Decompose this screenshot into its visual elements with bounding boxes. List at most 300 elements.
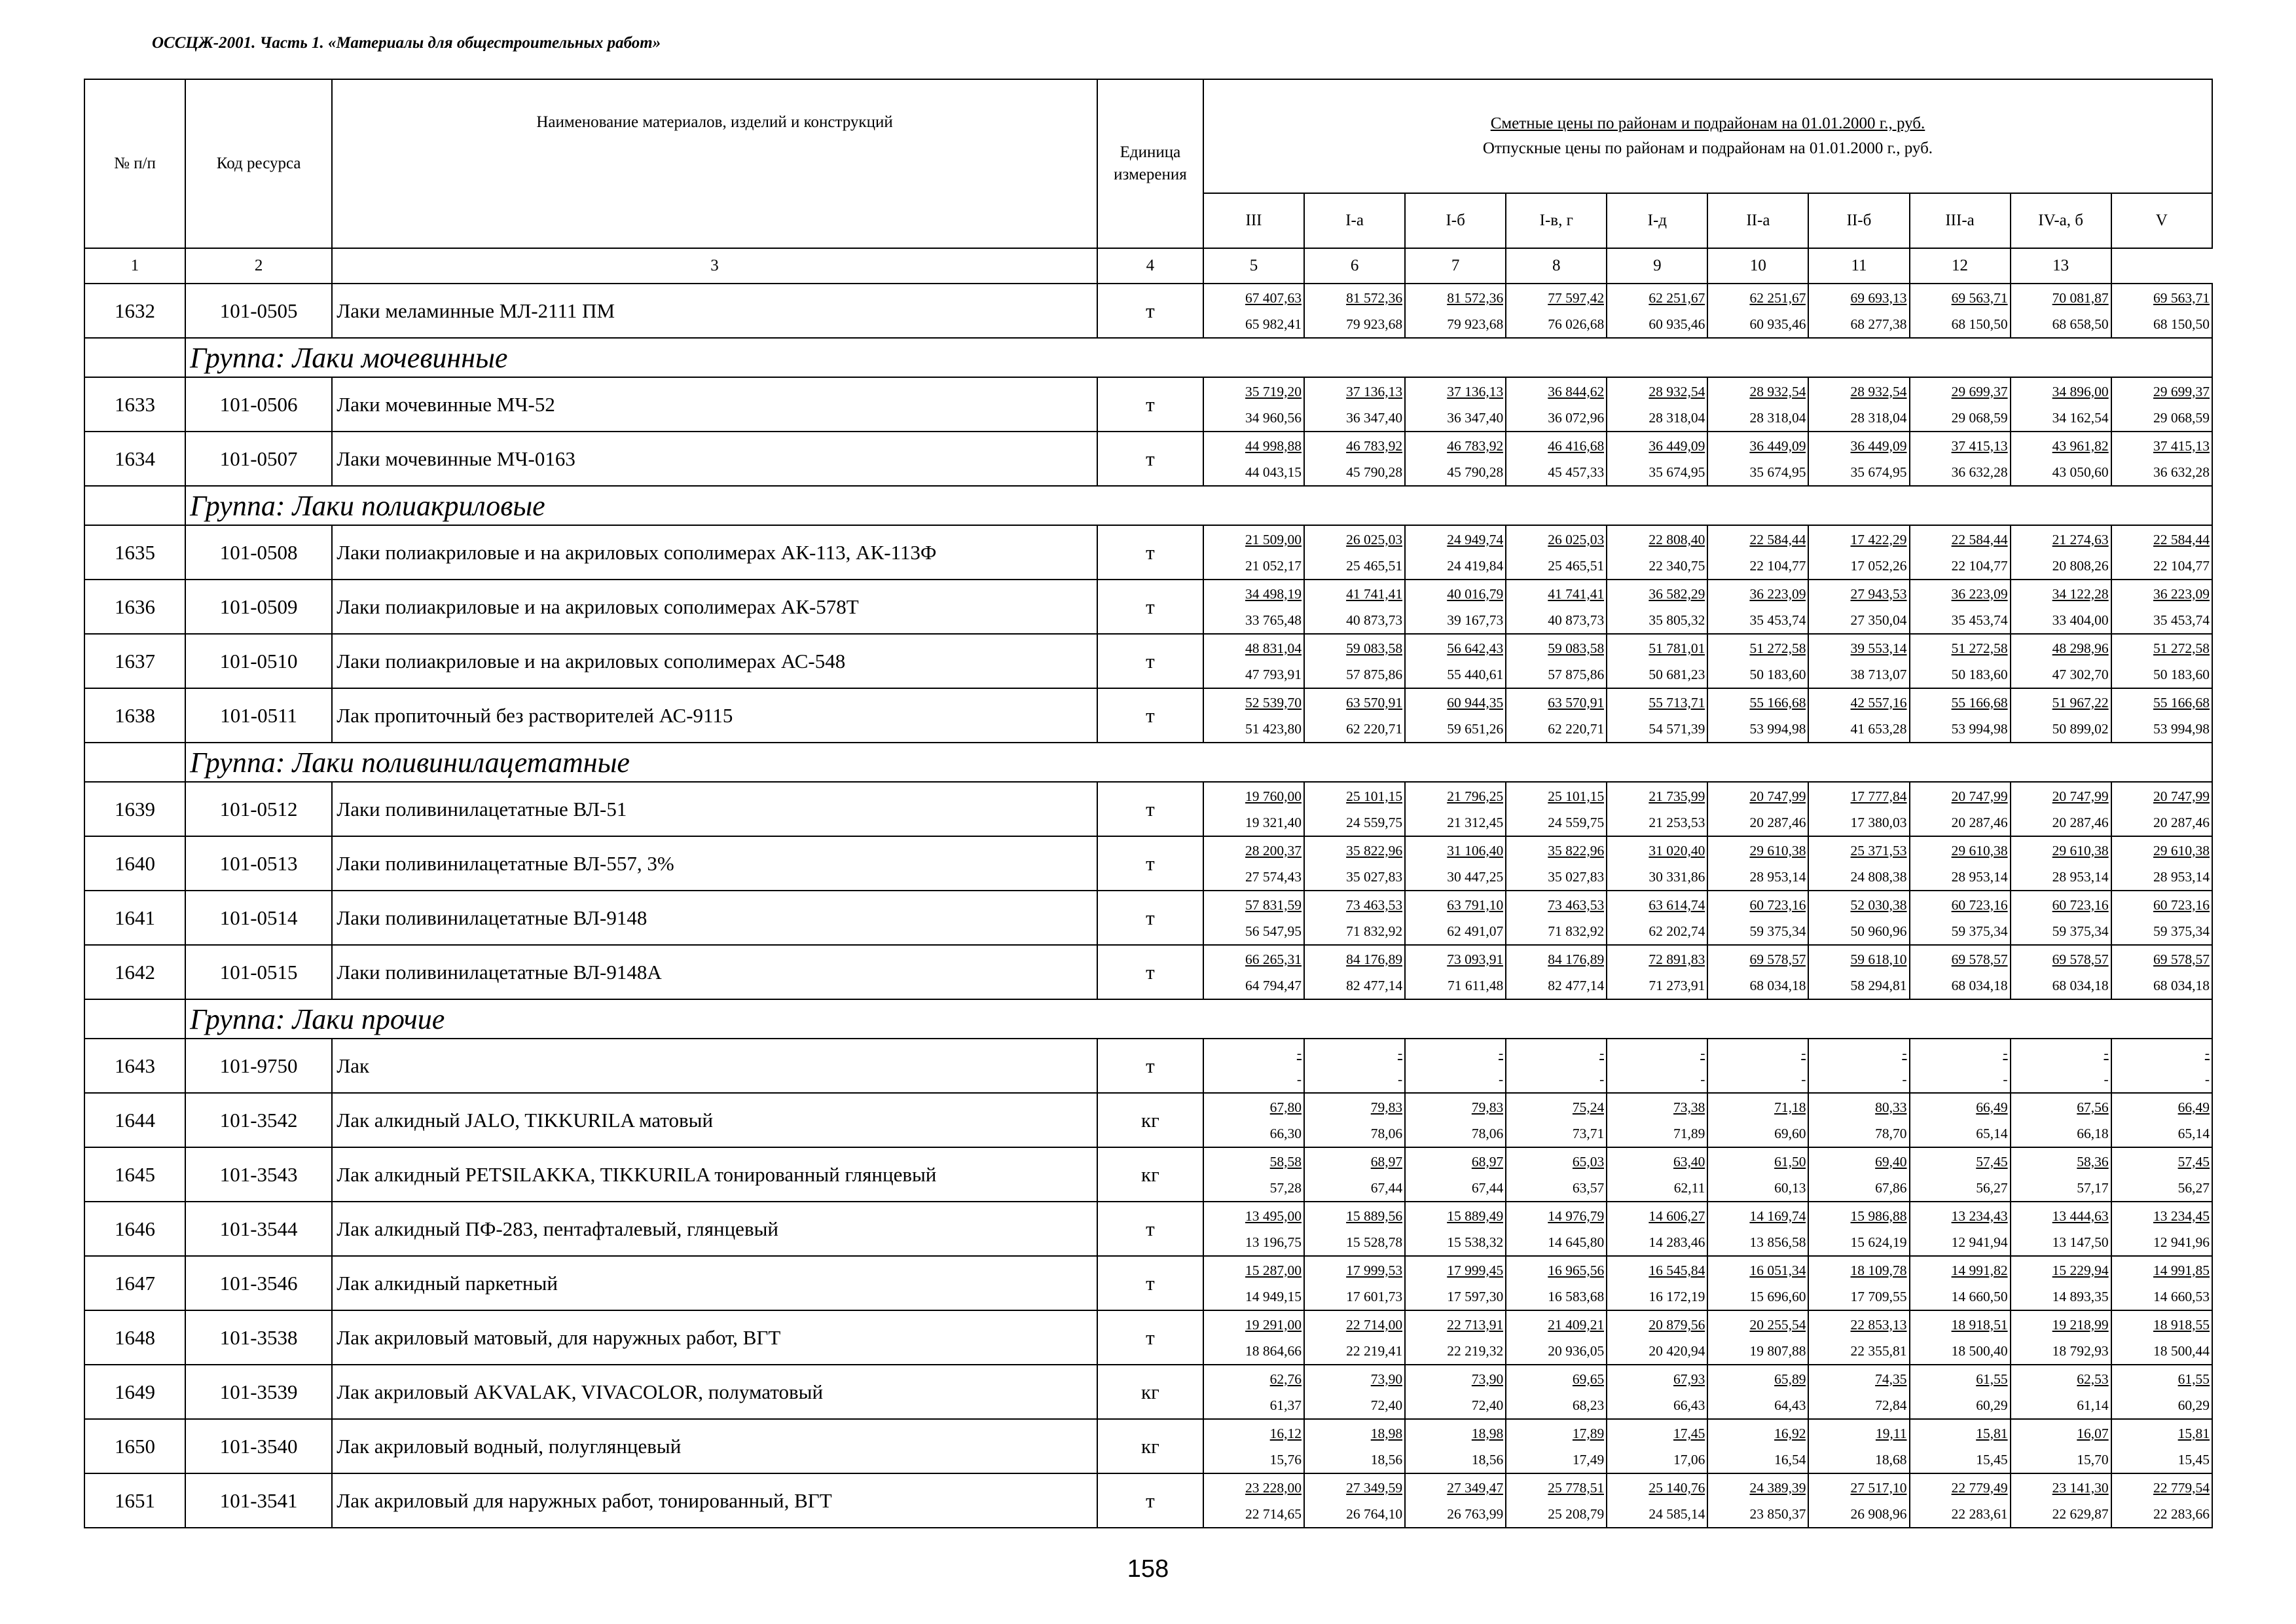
price-cell [1405, 688, 1506, 743]
table-row [84, 1039, 2212, 1093]
estimated-price: 60 723,16 [1749, 896, 1806, 913]
row-number: 1633 [84, 377, 185, 432]
estimated-price: - [1397, 1044, 1403, 1061]
estimated-price: 62,76 [1269, 1371, 1302, 1387]
row-number: 1644 [84, 1093, 185, 1147]
estimated-price: - [1700, 1044, 1705, 1061]
release-price: 35 453,74 [1951, 612, 2008, 628]
price-cell [1808, 377, 1909, 432]
release-price: 71 832,92 [1346, 923, 1403, 939]
price-cell [1808, 836, 1909, 891]
price-cell [1910, 1202, 2011, 1256]
estimated-price: 79,83 [1370, 1099, 1403, 1115]
price-cell [1405, 377, 1506, 432]
price-cell [1607, 1093, 1707, 1147]
estimated-price: 23 141,30 [2052, 1479, 2109, 1496]
estimated-price: 73 093,91 [1447, 951, 1504, 967]
estimated-price: 61,55 [2178, 1371, 2210, 1387]
estimated-price: 36 582,29 [1649, 585, 1705, 602]
estimated-price: 13 234,45 [2153, 1208, 2210, 1224]
estimated-price: 28 200,37 [1245, 842, 1302, 858]
price-cell [2111, 1039, 2212, 1093]
estimated-price: 73 463,53 [1346, 896, 1403, 913]
price-cell [1506, 891, 1607, 945]
release-price: 65 982,41 [1245, 316, 1302, 332]
estimated-price: 14 976,79 [1548, 1208, 1605, 1224]
price-cell [1203, 432, 1304, 486]
price-cell [1304, 945, 1405, 999]
row-number: 1643 [84, 1039, 185, 1093]
estimated-price: 16,92 [1774, 1425, 1806, 1441]
region-header: III-а [1910, 193, 2011, 248]
release-price: 25 465,51 [1346, 557, 1403, 574]
price-cell [1304, 1310, 1405, 1365]
estimated-price: 16,07 [2077, 1425, 2109, 1441]
estimated-price: 68,97 [1370, 1153, 1403, 1170]
estimated-price: 15 986,88 [1850, 1208, 1907, 1224]
price-cell [1203, 945, 1304, 999]
material-name: Лак алкидный ПФ-283, пентафталевый, глянцевый [332, 1202, 1097, 1256]
release-price: 50 183,60 [1951, 666, 2008, 682]
price-cell [2111, 1310, 2212, 1365]
row-number: 1651 [84, 1473, 185, 1528]
estimated-price: 20 747,99 [1951, 788, 2008, 804]
price-cell [2111, 782, 2212, 836]
material-name: Лаки поливинилацетатные ВЛ-9148А [332, 945, 1097, 999]
estimated-price: 43 961,82 [2052, 437, 2109, 454]
material-name: Лак [332, 1039, 1097, 1093]
release-price: 60 935,46 [1749, 316, 1806, 332]
release-price: 13 147,50 [2052, 1234, 2109, 1250]
row-number: 1634 [84, 432, 185, 486]
estimated-price: 29 610,38 [1951, 842, 2008, 858]
price-cell [1203, 1365, 1304, 1419]
estimated-price: 37 136,13 [1346, 383, 1403, 399]
unit-of-measure: т [1097, 688, 1203, 743]
release-price: 14 949,15 [1245, 1288, 1302, 1304]
price-cell [1808, 1256, 1909, 1310]
release-price: 63,57 [1572, 1179, 1605, 1196]
price-cell [1707, 1473, 1808, 1528]
price-cell [1506, 1256, 1607, 1310]
estimated-price: - [2204, 1044, 2210, 1061]
estimated-price: 84 176,89 [1548, 951, 1605, 967]
table-row [84, 1093, 2212, 1147]
release-price: 22 104,77 [1951, 557, 2008, 574]
release-price: 71 611,48 [1448, 977, 1504, 993]
price-cell [2111, 1147, 2212, 1202]
release-price: 27 350,04 [1850, 612, 1907, 628]
price-cell [1607, 836, 1707, 891]
column-number: 9 [1607, 248, 1707, 284]
price-cell [1304, 377, 1405, 432]
estimated-price: 41 741,41 [1346, 585, 1403, 602]
price-cell [2011, 1419, 2111, 1473]
release-price: 29 068,59 [2153, 409, 2210, 426]
release-price: 40 873,73 [1548, 612, 1605, 628]
release-price: 47 793,91 [1245, 666, 1302, 682]
price-cell [2011, 1365, 2111, 1419]
price-cell [1405, 782, 1506, 836]
release-price: 17 380,03 [1850, 814, 1907, 830]
estimated-price: 56 642,43 [1447, 640, 1504, 656]
release-price: - [1902, 1071, 1907, 1087]
price-cell [1304, 1202, 1405, 1256]
estimated-price: 72 891,83 [1649, 951, 1705, 967]
release-price: 24 559,75 [1548, 814, 1605, 830]
estimated-price: 55 166,68 [1951, 694, 2008, 710]
release-price: 28 953,14 [2052, 868, 2109, 885]
estimated-price: 16 965,56 [1548, 1262, 1605, 1278]
unit-of-measure: т [1097, 377, 1203, 432]
price-cell [2111, 1365, 2212, 1419]
release-price: 26 763,99 [1447, 1505, 1504, 1522]
price-cell [1203, 782, 1304, 836]
release-price: 73,71 [1572, 1125, 1605, 1141]
estimated-price: 69 578,57 [2052, 951, 2109, 967]
document-header-title: ОССЦЖ-2001. Часть 1. «Материалы для общестроительных работ» [152, 34, 661, 52]
release-price: 12 941,94 [1951, 1234, 2008, 1250]
resource-code: 101-3544 [185, 1202, 332, 1256]
price-cell [1707, 284, 1808, 338]
release-price: 25 208,79 [1548, 1505, 1605, 1522]
estimated-price: 69 693,13 [1850, 289, 1907, 306]
estimated-price: 17 999,45 [1447, 1262, 1504, 1278]
price-cell [1707, 1202, 1808, 1256]
price-cell [1506, 284, 1607, 338]
price-cell [1808, 1202, 1909, 1256]
price-cell [1203, 688, 1304, 743]
release-price: - [1397, 1071, 1403, 1087]
release-price: 61,37 [1269, 1397, 1302, 1413]
estimated-price: 57,45 [1976, 1153, 2008, 1170]
estimated-price: 59 083,58 [1346, 640, 1403, 656]
price-cell [1405, 284, 1506, 338]
resource-code: 101-0512 [185, 782, 332, 836]
estimated-price: 20 747,99 [1749, 788, 1806, 804]
release-price: 35 674,95 [1649, 464, 1705, 480]
price-cell [1910, 891, 2011, 945]
release-price: 18 864,66 [1245, 1342, 1302, 1359]
estimated-price: 67,80 [1269, 1099, 1302, 1115]
release-price: 21 052,17 [1245, 557, 1302, 574]
price-cell [1203, 1039, 1304, 1093]
release-price: 53 994,98 [2153, 720, 2210, 737]
estimated-price: 74,35 [1875, 1371, 1907, 1387]
release-price: 45 457,33 [1548, 464, 1605, 480]
release-price: 18,56 [1370, 1451, 1403, 1467]
estimated-price: 69 578,57 [2153, 951, 2210, 967]
release-price: 79 923,68 [1346, 316, 1403, 332]
column-number: 3 [332, 248, 1097, 284]
material-name: Лаки полиакриловые и на акриловых сополимерах АК-113, АК-113Ф [332, 525, 1097, 580]
release-price: 21 312,45 [1447, 814, 1504, 830]
estimated-price: 21 735,99 [1649, 788, 1705, 804]
estimated-price: 26 025,03 [1548, 531, 1605, 547]
release-price: 18 792,93 [2052, 1342, 2109, 1359]
price-group-header [1203, 79, 2212, 193]
resource-code: 101-3546 [185, 1256, 332, 1310]
group-spacer [84, 743, 185, 782]
estimated-price: 19 760,00 [1245, 788, 1302, 804]
estimated-price: 27 349,47 [1447, 1479, 1504, 1496]
price-cell [1910, 634, 2011, 688]
release-price: 82 477,14 [1346, 977, 1403, 993]
estimated-price: 62 251,67 [1749, 289, 1806, 306]
estimated-price: 18 918,51 [1951, 1316, 2008, 1333]
price-cell [1405, 1256, 1506, 1310]
estimated-price: 65,89 [1774, 1371, 1806, 1387]
estimated-price: 29 610,38 [2052, 842, 2109, 858]
estimated-price: 51 272,58 [1951, 640, 2008, 656]
estimated-price: 46 783,92 [1447, 437, 1504, 454]
unit-of-measure: т [1097, 1256, 1203, 1310]
release-price: 62 491,07 [1447, 923, 1504, 939]
estimated-price-header: Сметные цены по районам и подрайонам на 01.01.2000 г., руб. [1490, 115, 1925, 132]
price-cell [1304, 1473, 1405, 1528]
release-price: 60 935,46 [1649, 316, 1705, 332]
row-number: 1632 [84, 284, 185, 338]
estimated-price: 20 747,99 [2052, 788, 2109, 804]
group-spacer [84, 338, 185, 377]
release-price: 38 713,07 [1850, 666, 1907, 682]
table-row [84, 1202, 2212, 1256]
estimated-price: 75,24 [1572, 1099, 1605, 1115]
release-price: 57 875,86 [1346, 666, 1403, 682]
estimated-price: 25 778,51 [1548, 1479, 1605, 1496]
price-cell [1910, 1039, 2011, 1093]
estimated-price: 73,38 [1673, 1099, 1705, 1115]
release-price: 17 052,26 [1850, 557, 1907, 574]
release-price: 36 347,40 [1346, 409, 1403, 426]
release-price: 14 283,46 [1649, 1234, 1705, 1250]
price-cell [2011, 1202, 2111, 1256]
column-number: 7 [1405, 248, 1506, 284]
price-cell [1910, 945, 2011, 999]
price-cell [1203, 525, 1304, 580]
price-cell [1203, 377, 1304, 432]
price-cell [1607, 377, 1707, 432]
price-table [84, 79, 2213, 1528]
unit-of-measure: т [1097, 580, 1203, 634]
release-price: - [2204, 1071, 2210, 1087]
release-price: 30 447,25 [1447, 868, 1504, 885]
row-number: 1645 [84, 1147, 185, 1202]
estimated-price: 36 844,62 [1548, 383, 1605, 399]
price-cell [1707, 688, 1808, 743]
release-price: 24 808,38 [1850, 868, 1907, 885]
release-price: 69,60 [1774, 1125, 1806, 1141]
estimated-price: 27 943,53 [1850, 585, 1907, 602]
material-name: Лак алкидный JALO, TIKKURILA матовый [332, 1093, 1097, 1147]
release-price: - [1599, 1071, 1605, 1087]
release-price: 13 196,75 [1245, 1234, 1302, 1250]
price-cell [2011, 525, 2111, 580]
estimated-price: 17,89 [1572, 1425, 1605, 1441]
price-cell [1203, 1310, 1304, 1365]
estimated-price: 28 932,54 [1649, 383, 1705, 399]
release-price: 62 220,71 [1548, 720, 1605, 737]
unit-of-measure: т [1097, 284, 1203, 338]
release-price: 14 660,53 [2153, 1288, 2210, 1304]
price-cell [1304, 688, 1405, 743]
estimated-price: 79,83 [1471, 1099, 1504, 1115]
estimated-price: 21 509,00 [1245, 531, 1302, 547]
price-cell [1910, 1256, 2011, 1310]
column-number: 8 [1506, 248, 1607, 284]
price-cell [1707, 836, 1808, 891]
price-cell [1910, 432, 2011, 486]
column-number: 10 [1707, 248, 1808, 284]
release-price: 79 923,68 [1447, 316, 1504, 332]
release-price: 59 375,34 [1951, 923, 2008, 939]
release-price: 12 941,96 [2153, 1234, 2210, 1250]
price-cell [1203, 836, 1304, 891]
release-price: 28 953,14 [1951, 868, 2008, 885]
price-cell [1808, 1473, 1909, 1528]
price-cell [1506, 1039, 1607, 1093]
estimated-price: 25 101,15 [1346, 788, 1403, 804]
price-cell [1607, 634, 1707, 688]
estimated-price: 51 272,58 [2153, 640, 2210, 656]
estimated-price: - [1499, 1044, 1504, 1061]
release-price: 21 253,53 [1649, 814, 1705, 830]
estimated-price: 36 449,09 [1850, 437, 1907, 454]
price-cell [2111, 945, 2212, 999]
price-cell [1808, 634, 1909, 688]
table-row [84, 284, 2212, 338]
price-cell [1707, 377, 1808, 432]
table-row [84, 580, 2212, 634]
price-cell [2011, 1310, 2111, 1365]
material-name: Лаки меламинные МЛ-2111 ПМ [332, 284, 1097, 338]
release-price: 59 651,26 [1447, 720, 1504, 737]
estimated-price: 63 570,91 [1346, 694, 1403, 710]
region-header: IV-а, б [2011, 193, 2111, 248]
estimated-price: 28 932,54 [1850, 383, 1907, 399]
release-price: 14 893,35 [2052, 1288, 2109, 1304]
release-price: 59 375,34 [2153, 923, 2210, 939]
release-price: 68 277,38 [1850, 316, 1907, 332]
price-cell [1910, 284, 2011, 338]
price-cell [1607, 891, 1707, 945]
unit-of-measure: кг [1097, 1365, 1203, 1419]
estimated-price: 55 713,71 [1649, 694, 1705, 710]
row-number: 1648 [84, 1310, 185, 1365]
estimated-price: 73,90 [1471, 1371, 1504, 1387]
price-cell [1808, 891, 1909, 945]
price-cell [1405, 836, 1506, 891]
release-price: 35 453,74 [2153, 612, 2210, 628]
release-price: 14 660,50 [1951, 1288, 2008, 1304]
material-name: Лак акриловый матовый, для наружных работ, ВГТ [332, 1310, 1097, 1365]
estimated-price: 29 699,37 [1951, 383, 2008, 399]
price-cell [2011, 945, 2111, 999]
region-header: V [2111, 193, 2212, 248]
table-row [84, 836, 2212, 891]
resource-code: 101-0510 [185, 634, 332, 688]
estimated-price: 69,65 [1572, 1371, 1605, 1387]
release-price: 20 808,26 [2052, 557, 2109, 574]
material-name: Лаки полиакриловые и на акриловых сополимерах АК-578Т [332, 580, 1097, 634]
estimated-price: 22 779,49 [1951, 1479, 2008, 1496]
row-number: 1636 [84, 580, 185, 634]
release-price: 56,27 [1976, 1179, 2008, 1196]
material-name: Лак акриловый AKVALAK, VIVACOLOR, полуматовый [332, 1365, 1097, 1419]
group-title: Группа: Лаки поливинилацетатные [185, 743, 2212, 782]
price-cell [1808, 580, 1909, 634]
estimated-price: 18,98 [1370, 1425, 1403, 1441]
release-price: 33 765,48 [1245, 612, 1302, 628]
price-cell [1607, 1039, 1707, 1093]
estimated-price: 14 991,82 [1951, 1262, 2008, 1278]
release-price: 28 953,14 [1749, 868, 1806, 885]
price-cell [1506, 782, 1607, 836]
region-header: I-б [1405, 193, 1506, 248]
material-name: Лаки мочевинные МЧ-0163 [332, 432, 1097, 486]
price-cell [1506, 1202, 1607, 1256]
group-spacer [84, 486, 185, 525]
release-price: 50 681,23 [1649, 666, 1705, 682]
price-cell [1808, 432, 1909, 486]
price-cell [1707, 1365, 1808, 1419]
price-cell [1304, 432, 1405, 486]
price-cell [1506, 1093, 1607, 1147]
estimated-price: 29 610,38 [1749, 842, 1806, 858]
resource-code: 101-0513 [185, 836, 332, 891]
price-cell [2111, 284, 2212, 338]
table-row [84, 1310, 2212, 1365]
estimated-price: 31 106,40 [1447, 842, 1504, 858]
estimated-price: 77 597,42 [1548, 289, 1605, 306]
release-price: 76 026,68 [1548, 316, 1605, 332]
row-number: 1649 [84, 1365, 185, 1419]
price-cell [2011, 891, 2111, 945]
estimated-price: 13 234,43 [1951, 1208, 2008, 1224]
material-name: Лак алкидный паркетный [332, 1256, 1097, 1310]
release-price: 55 440,61 [1447, 666, 1504, 682]
release-price: 17 709,55 [1850, 1288, 1907, 1304]
price-cell [2111, 1473, 2212, 1528]
estimated-price: 25 371,53 [1850, 842, 1907, 858]
row-number: 1638 [84, 688, 185, 743]
price-cell [1405, 1473, 1506, 1528]
price-cell [1304, 836, 1405, 891]
estimated-price: 60 944,35 [1447, 694, 1504, 710]
release-price: 33 404,00 [2052, 612, 2109, 628]
resource-code: 101-3540 [185, 1419, 332, 1473]
release-price: 22 714,65 [1245, 1505, 1302, 1522]
unit-of-measure: т [1097, 1039, 1203, 1093]
price-cell [1203, 634, 1304, 688]
estimated-price: 51 781,01 [1649, 640, 1705, 656]
price-cell [1304, 1093, 1405, 1147]
release-price: 22 355,81 [1850, 1342, 1907, 1359]
estimated-price: 13 444,63 [2052, 1208, 2109, 1224]
release-price: 59 375,34 [1749, 923, 1806, 939]
price-cell [1808, 1365, 1909, 1419]
release-price: 16 583,68 [1548, 1288, 1605, 1304]
estimated-price: 14 169,74 [1749, 1208, 1806, 1224]
release-price: 43 050,60 [2052, 464, 2109, 480]
price-cell [1506, 432, 1607, 486]
estimated-price: 35 822,96 [1346, 842, 1403, 858]
price-cell [1910, 580, 2011, 634]
resource-code: 101-3542 [185, 1093, 332, 1147]
price-cell [1506, 1310, 1607, 1365]
estimated-price: 24 389,39 [1749, 1479, 1806, 1496]
price-cell [1910, 1093, 2011, 1147]
